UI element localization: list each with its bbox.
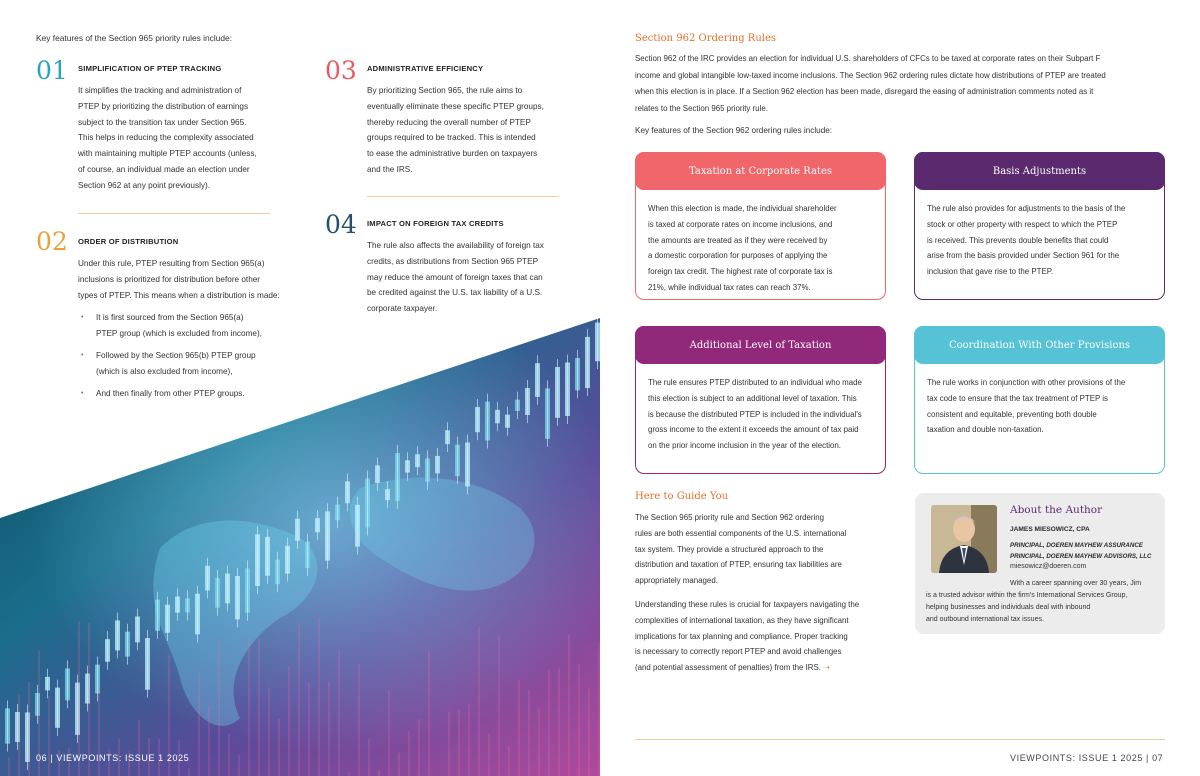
right-footer: VIEWPOINTS: ISSUE 1 2025 | 07 [1010,753,1164,763]
guide-paragraph-1: The Section 965 priority rule and Section 962 ordering rules are both essential components of the U.S. international tax system. They provide a structured approach to the distribution and taxation of PTEP, ensuring tax liabilities are appropriately managed. [635,513,847,586]
feature-body-03: By prioritizing Section 965, the rule aims to eventually eliminate these specific PTEP groups, thereby reducing the overall number of PTEP groups required to be tracked. This is intended to ease the administrative burden on taxpayers and the IRS. [367,86,544,174]
left-intro: Key features of the Section 965 priority rules include: [36,33,232,43]
card-basis-adjustments: The rule also provides for adjustments to the basis of the stock or other property with respect to which the PTEP is received. This prevents double benefits that could arise from the basis provided under Section 961 for the inclusion that gave rise to the PTEP. [914,152,1165,300]
author-role-2: PRINCIPAL, DOEREN MAYHEW ADVISORS, LLC [1010,553,1152,560]
feature-number-04: 04 [325,210,357,239]
feature-title-02: ORDER OF DISTRIBUTION [78,237,179,246]
card-corporate-rates: When this election is made, the individual shareholder is taxed at corporate rates on income inclusions, and the amounts are treated as if they were received by a domestic corporation for purposes of applying the foreign tax credit. The highest rate of corporate tax is 21%, while individual tax rates can reach 37%. [635,152,886,300]
feature-body-02: Under this rule, PTEP resulting from Section 965(a) inclusions is prioritized for distribution before other types of PTEP. This means when a distribution is made: • It is first sourced from the Section 965(a) PTEP group (which is excluded from income), • Followed by the Section 965(b) PTEP group (which is also excluded from income), • And then finally from other PTEP groups. [78,256,293,407]
feature-number-02: 02 [36,227,68,256]
feature-body-04: The rule also affects the availability of foreign tax credits, as distributions from Section 965 PTEP may reduce the amount of foreign taxes that can be credited against the U.S. tax liability of a U.S. corporate taxpayer. [367,241,544,314]
card-coordination: The rule works in conjunction with other provisions of the tax code to ensure that the tax treatment of PTEP is consistent and equitable, preventing both double taxation and double non-taxation. [914,326,1165,474]
author-name: JAMES MIESOWICZ, CPA [1010,526,1090,533]
bullet-item: • It is first sourced from the Section 965(a) PTEP group (which is excluded from income), [78,310,293,342]
author-bio-line-1: With a career spanning over 30 years, Jim [1010,580,1142,587]
card-header-basis-adjustments: Basis Adjustments [914,152,1165,190]
section-962-body: Section 962 of the IRC provides an election for individual U.S. shareholders of CFCs to be taxed at corporate rates on their Subpart F income and global intangible low-taxed income inclusions. The Section 962 ordering rules dictate how distributions of PTEP are treated when this election is in place. If a Section 962 election has been made, disregard the easing of administration comments noted as it relates to the Section 965 priority rule. [635,54,1106,113]
feature-title-01: SIMPLIFICATION OF PTEP TRACKING [78,64,222,73]
author-role-1: PRINCIPAL, DOEREN MAYHEW ASSURANCE [1010,542,1143,549]
divider [78,213,270,214]
card-header-coordination: Coordination With Other Provisions [914,326,1165,364]
guide-paragraph-2: Understanding these rules is crucial for taxpayers navigating the complexities of international taxation, as they have significant implications for tax planning and compliance. Proper tracking is necessary to correctly report PTEP and avoid challenges (and potential assessment of penalties) from the IRS. ➝ [635,600,860,673]
financial-chart-image [0,318,600,776]
author-heading: About the Author [1010,504,1103,516]
feature-number-03: 03 [325,56,357,85]
guide-title: Here to Guide You [635,491,729,502]
feature-title-03: ADMINISTRATIVE EFFICIENCY [367,64,484,73]
section-962-title: Section 962 Ordering Rules [635,33,777,44]
cards-intro: Key features of the Section 962 ordering rules include: [635,126,833,135]
end-arrow-icon: ➝ [820,663,830,673]
feature-number-01: 01 [36,56,68,85]
author-box [915,493,1165,634]
author-photo [931,505,997,573]
feature-title-04: IMPACT ON FOREIGN TAX CREDITS [367,219,504,228]
card-header-corporate-rates: Taxation at Corporate Rates [635,152,886,190]
feature-body-01: It simplifies the tracking and administration of PTEP by prioritizing the distribution of earnings subject to the transition tax under Section 965. This helps in reducing the complexity associated with maintaining multiple PTEP accounts (unless, of course, an individual made an election under Section 962 at any point previously). [78,86,257,190]
footer-divider [635,739,1165,740]
bullet-item: • Followed by the Section 965(b) PTEP group (which is also excluded from income), [78,348,293,380]
author-bio: is a trusted advisor within the firm's International Services Group, helping businesses and individuals deal with inbound and outbound international tax issues. [926,592,1128,623]
card-header-additional-taxation: Additional Level of Taxation [635,326,886,364]
bullet-item: • And then finally from other PTEP groups. [78,386,293,402]
guide-last-line: (and potential assessment of penalties) from the IRS. [635,663,821,673]
left-footer: 06 | VIEWPOINTS: ISSUE 1 2025 [36,753,190,763]
author-email[interactable]: miesowicz@doeren.com [1010,563,1087,570]
divider [367,196,559,197]
card-additional-taxation: The rule ensures PTEP distributed to an individual who made this election is subject to an additional level of taxation. This is because the distributed PTEP is included in the individual's gross income to the extent it exceeds the amount of tax paid on the prior income inclusion in the year of the election. [635,326,886,474]
